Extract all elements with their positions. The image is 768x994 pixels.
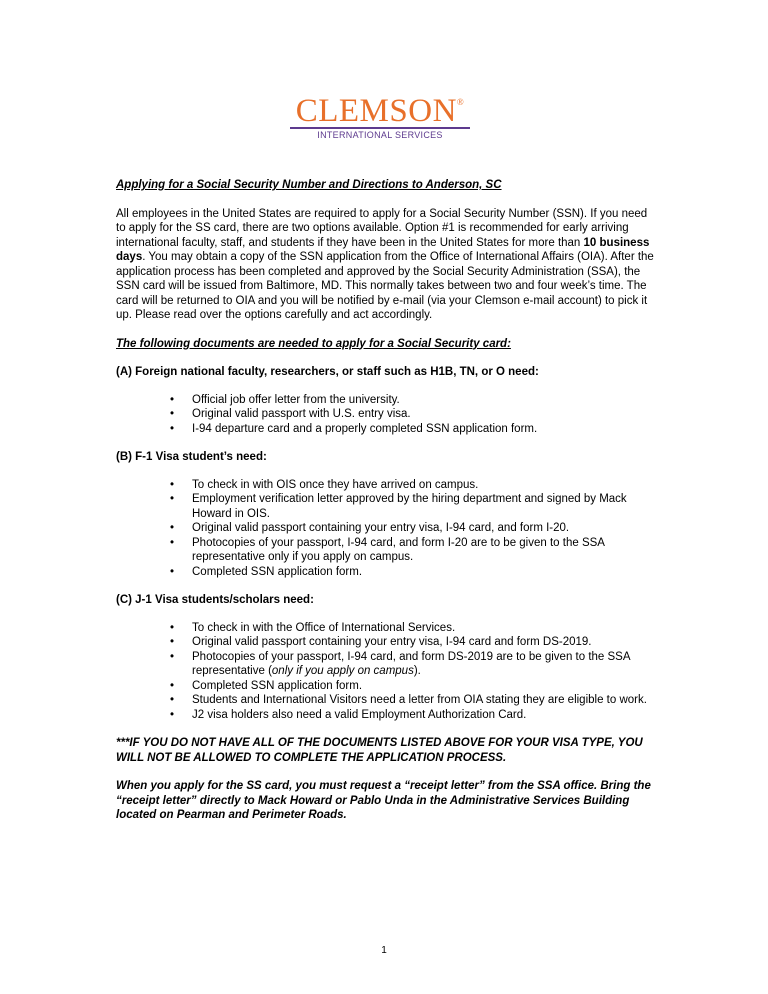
section-a-list: [170, 393, 656, 437]
list-item: • Original valid passport containing your entry visa, I-94 card and form DS-2019.: [170, 635, 656, 650]
section-c-list: [170, 621, 656, 723]
list-item: • Original valid passport with U.S. entry visa.: [170, 407, 656, 422]
documents-heading: The following documents are needed to apply for a Social Security card:: [116, 337, 511, 350]
list-item: • I-94 departure card and a properly completed SSN application form.: [170, 422, 656, 437]
page-number: 1: [381, 945, 387, 956]
clemson-logo: [284, 93, 476, 142]
list-item: • Employment verification letter approved by the hiring department and signed by Mack Howard in OIS.: [170, 492, 656, 521]
list-item: • Students and International Visitors need a letter from OIA stating they are eligible to work.: [170, 693, 656, 708]
section-c-heading: (C) J-1 Visa students/scholars need:: [116, 594, 314, 606]
warning-notice: ***IF YOU DO NOT HAVE ALL OF THE DOCUMENTS LISTED ABOVE FOR YOUR VISA TYPE, YOU WILL NOT BE ALLOWED TO COMPLETE THE APPLICATION PROCESS.: [116, 737, 643, 764]
list-item: • J2 visa holders also need a valid Employment Authorization Card.: [170, 708, 656, 723]
list-item: • Official job offer letter from the university.: [170, 393, 656, 408]
receipt-letter-note: When you apply for the SS card, you must request a “receipt letter” from the SSA office. Bring the “receipt letter” directly to Mack Howard or Pablo Unda in the Administrative Services Building located on Pearman and Perimeter Roads.: [116, 780, 651, 821]
section-a-heading: (A) Foreign national faculty, researchers, or staff such as H1B, TN, or O need:: [116, 366, 539, 378]
section-b-list: [170, 478, 656, 580]
logo-subtitle: INTERNATIONAL SERVICES: [317, 130, 443, 140]
intro-paragraph: All employees in the United States are required to apply for a Social Security Number (SSN). If you need to apply for the SS card, there are two options available. Option #1 is recommended for early arriving international faculty, staff, and students if they have been in the United States for more than 10 business days. You may obtain a copy of the SSN application from the Office of International Affairs (OIA). After the application process has been completed and approved by the Social Security Administration (SSA), the SSN card will be issued from Baltimore, MD. This normally takes between two and four week’s time. The card will be returned to OIA and you will be notified by e-mail (via your Clemson e-mail account) to pick it up. Please read over the options carefully and act accordingly.: [116, 207, 654, 321]
list-item: • Photocopies of your passport, I-94 card, and form DS-2019 are to be given to the SSA representative (only if you apply on campus).: [170, 650, 656, 679]
list-item: • Completed SSN application form.: [170, 679, 656, 694]
list-item: • Original valid passport containing your entry visa, I-94 card, and form I-20.: [170, 521, 656, 536]
page-title: Applying for a Social Security Number and Directions to Anderson, SC: [116, 179, 502, 191]
list-item: • To check in with the Office of International Services.: [170, 621, 656, 636]
list-item: • To check in with OIS once they have arrived on campus.: [170, 478, 656, 493]
section-b-heading: (B) F-1 Visa student’s need:: [116, 451, 267, 463]
document-body: [116, 178, 656, 823]
logo-wordmark: CLEMSON®: [295, 93, 465, 129]
list-item: • Photocopies of your passport, I-94 card, and form I-20 are to be given to the SSA representative only if you apply on campus.: [170, 536, 656, 565]
list-item: • Completed SSN application form.: [170, 565, 656, 580]
